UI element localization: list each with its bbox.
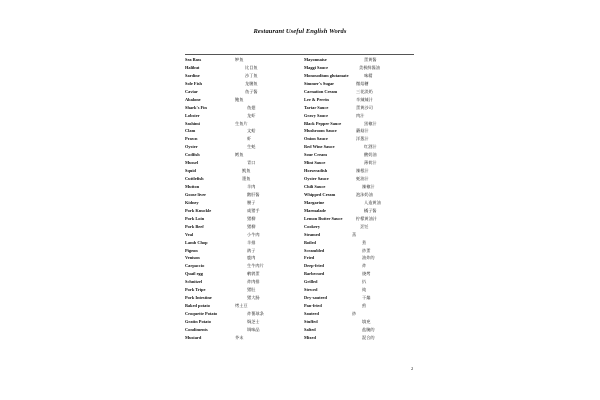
left-word-row <box>185 302 300 310</box>
chinese-term: 生蚝 <box>247 144 256 150</box>
right-word-row <box>304 215 414 223</box>
left-word-row <box>185 318 300 326</box>
english-term: Veal <box>185 231 194 237</box>
right-word-row <box>304 262 414 270</box>
english-term: Scrambled <box>304 247 325 253</box>
right-word-row <box>304 278 414 286</box>
right-word-row <box>304 231 414 239</box>
chinese-term: 炒蛋 <box>362 247 371 253</box>
chinese-term: 泡沫奶油 <box>356 191 373 197</box>
chinese-term: 沙丁鱼 <box>245 72 258 78</box>
right-word-row <box>304 294 414 302</box>
english-term: Sole Fish <box>185 80 202 86</box>
chinese-term: 炸薯球条 <box>247 311 264 316</box>
chinese-term: 文蛤 <box>247 128 256 134</box>
english-term: Cookery <box>304 223 321 229</box>
chinese-term: 羊排 <box>247 239 256 245</box>
right-word-row <box>304 175 414 183</box>
chinese-term: 填充 <box>362 318 371 324</box>
english-term: Mutton <box>185 184 200 189</box>
english-term: Deep-fried <box>304 263 324 269</box>
english-term: Goose liver <box>185 191 207 197</box>
english-term: Mushroom Sauce <box>304 128 337 134</box>
right-word-row <box>304 120 414 128</box>
english-term: Black Pepper Sauce <box>304 120 342 126</box>
chinese-term: 生鱼片 <box>235 120 248 126</box>
english-term: Pan-fried <box>304 303 322 309</box>
chinese-term: 薄荷汁 <box>364 160 377 166</box>
english-term: Maggi Sauce <box>304 64 329 70</box>
right-word-row <box>304 80 414 88</box>
english-term: Lemon Butter Sauce <box>304 215 343 221</box>
left-word-row <box>185 127 300 135</box>
english-term: Mint Sauce <box>304 160 326 166</box>
chinese-term: 人造黄油 <box>364 199 381 205</box>
right-word-row <box>304 191 414 199</box>
right-word-row <box>304 239 414 247</box>
chinese-term: 鱿鱼 <box>242 168 251 174</box>
english-term: Dry-sauteed <box>304 295 327 301</box>
right-word-row <box>304 223 414 231</box>
chinese-term: 比目鱼 <box>245 64 258 70</box>
english-term: Margarine <box>304 199 325 205</box>
chinese-term: 鹿肉 <box>247 255 256 261</box>
chinese-term: 橘子酱 <box>364 207 377 213</box>
english-term: Pork Beef <box>185 223 204 229</box>
right-word-row <box>304 326 414 334</box>
page-number: 2 <box>411 366 414 371</box>
english-term: Oyster <box>185 144 198 150</box>
chinese-term: 三花淡奶 <box>356 88 373 94</box>
chinese-term: 芥末 <box>235 334 244 340</box>
chinese-term: 腰子 <box>247 199 256 205</box>
english-term: Simmer's Sugar <box>304 80 335 86</box>
chinese-term: 生牛肉片 <box>247 263 264 269</box>
chinese-term: 炸 <box>362 263 367 269</box>
english-term: Pork Intestine <box>185 295 212 301</box>
left-word-row <box>185 223 300 231</box>
chinese-term: 蛋黄沙司 <box>356 104 373 110</box>
english-term: Condiments <box>185 326 208 332</box>
english-term: Stuffed <box>304 318 318 324</box>
left-word-row <box>185 270 300 278</box>
english-term: Chili Sauce <box>304 184 326 189</box>
chinese-term: 美极鲜酱油 <box>359 64 380 70</box>
english-term: Gratin Potato <box>185 318 211 324</box>
chinese-term: 鳕鱼 <box>235 152 244 158</box>
english-term: Baked potato <box>185 303 211 309</box>
english-term: Carnation Cream <box>304 88 338 94</box>
english-term: Barbecued <box>304 271 325 277</box>
right-word-row <box>304 104 414 112</box>
chinese-term: 红酒汁 <box>364 144 377 150</box>
chinese-term: 洋葱汁 <box>356 136 369 142</box>
english-term: Monosodium glutamate <box>304 72 349 78</box>
title-rule <box>185 54 414 55</box>
chinese-term: 鲍鱼 <box>235 96 244 102</box>
english-term: Caviar <box>185 88 198 94</box>
right-word-row <box>304 112 414 120</box>
chinese-term: 煮 <box>362 239 367 245</box>
chinese-term: 鲈鱼 <box>235 57 244 62</box>
english-term: Prawn <box>185 136 198 142</box>
english-term: Salted <box>304 326 316 332</box>
left-word-row <box>185 191 300 199</box>
right-word-row <box>304 183 414 191</box>
document-title: Restaurant Useful English Words <box>253 28 347 35</box>
english-term: Sardine <box>185 72 200 78</box>
right-word-row <box>304 88 414 96</box>
left-word-row <box>185 88 300 96</box>
chinese-term: 炸肉排 <box>247 279 260 285</box>
left-word-row <box>185 167 300 175</box>
left-word-row <box>185 159 300 167</box>
english-term: Mixed <box>304 334 316 340</box>
chinese-term: 烧烤 <box>362 271 371 277</box>
right-word-row <box>304 207 414 215</box>
chinese-term: 扒 <box>362 279 367 285</box>
right-word-row <box>304 56 414 64</box>
left-word-row <box>185 310 300 318</box>
english-term: Cuttlefish <box>185 176 204 182</box>
right-word-row <box>304 286 414 294</box>
english-term: Marmalade <box>304 207 326 213</box>
chinese-term: 蚝油汁 <box>356 176 369 182</box>
right-word-row <box>304 334 414 342</box>
english-term: Whipped Cream <box>304 191 336 197</box>
left-word-row <box>185 72 300 80</box>
english-term: Lamb Chop <box>185 239 208 245</box>
chinese-term: 鹌鹑蛋 <box>247 271 260 277</box>
chinese-term: 肉汁 <box>356 112 365 118</box>
english-term: Oyster Sauce <box>304 176 329 182</box>
right-word-row <box>304 199 414 207</box>
chinese-term: 虾 <box>247 136 252 142</box>
chinese-term: 蒸 <box>352 231 357 237</box>
left-word-row <box>185 135 300 143</box>
english-term: Quail egg <box>185 271 203 277</box>
english-term: Steamed <box>304 231 321 237</box>
right-word-row <box>304 167 414 175</box>
english-term: Onion Sauce <box>304 136 328 142</box>
chinese-term: 盐腌的 <box>362 326 375 332</box>
left-word-row <box>185 286 300 294</box>
right-word-row <box>304 127 414 135</box>
chinese-term: 猪大肠 <box>247 295 260 301</box>
chinese-term: 龙脷鱼 <box>245 80 258 86</box>
chinese-term: 干煸 <box>362 295 371 301</box>
left-word-row <box>185 262 300 270</box>
english-term: Abalone <box>185 96 201 102</box>
english-term: Pigeon <box>185 247 198 253</box>
chinese-term: 辛辣辣汁 <box>356 96 373 102</box>
english-term: Squid <box>185 168 196 174</box>
chinese-term: 混合的 <box>362 334 375 340</box>
left-word-row <box>185 104 300 112</box>
chinese-term: 鸽子 <box>247 247 256 253</box>
english-term: Red Wine Sauce <box>304 144 335 150</box>
left-word-row <box>185 183 300 191</box>
english-term: Sashimi <box>185 120 200 126</box>
english-term: Venison <box>185 255 200 261</box>
english-term: Sea Bass <box>185 57 202 62</box>
left-word-row <box>185 326 300 334</box>
right-word-column <box>304 56 414 342</box>
left-word-row <box>185 64 300 72</box>
chinese-term: 鱼子酱 <box>245 88 258 94</box>
left-word-row <box>185 80 300 88</box>
english-term: Tartar Sauce <box>304 104 329 110</box>
english-term: Pork Tripe <box>185 287 206 293</box>
left-word-row <box>185 112 300 120</box>
english-term: Stewed <box>304 287 318 293</box>
left-word-row <box>185 143 300 151</box>
left-word-row <box>185 199 300 207</box>
right-word-row <box>304 96 414 104</box>
left-word-row <box>185 151 300 159</box>
chinese-term: 猪柳 <box>247 215 256 221</box>
english-term: Shark's Fin <box>185 104 207 110</box>
right-word-row <box>304 254 414 262</box>
chinese-term: 烤土豆 <box>235 303 248 309</box>
english-term: Mussel <box>185 160 199 166</box>
chinese-term: 猪柳 <box>247 223 256 229</box>
english-term: Halibut <box>185 64 200 70</box>
right-word-row <box>304 72 414 80</box>
chinese-term: 酸奶油 <box>364 152 377 158</box>
english-term: Gravy Sauce <box>304 112 329 118</box>
chinese-term: 青口 <box>247 160 256 166</box>
chinese-term: 油炸的 <box>362 255 375 261</box>
left-word-column <box>185 56 300 342</box>
english-term: Horseradish <box>304 168 328 174</box>
english-term: Pork Loin <box>185 215 205 221</box>
left-word-row <box>185 56 300 64</box>
chinese-term: 炖 <box>362 287 367 293</box>
chinese-term: 咸猪手 <box>247 207 260 213</box>
right-word-row <box>304 135 414 143</box>
chinese-term: 烹饪 <box>360 223 369 229</box>
chinese-term: 炒 <box>352 311 357 316</box>
chinese-term: 蘑菇汁 <box>356 128 369 134</box>
right-word-row <box>304 302 414 310</box>
english-term: Fried <box>304 255 315 261</box>
right-word-row <box>304 151 414 159</box>
english-term: Boiled <box>304 239 316 245</box>
right-word-row <box>304 143 414 151</box>
right-word-row <box>304 318 414 326</box>
chinese-term: 黑椒汁 <box>364 120 377 126</box>
chinese-term: 焗芝士 <box>247 318 260 324</box>
chinese-term: 辣根汁 <box>356 168 369 174</box>
chinese-term: 调味品 <box>247 326 260 332</box>
chinese-term: 微焙糖 <box>356 80 369 86</box>
english-term: Codfish <box>185 152 200 158</box>
english-term: Schnitzel <box>185 279 203 285</box>
chinese-term: 煎 <box>362 303 367 309</box>
chinese-term: 鱼翅 <box>247 104 256 110</box>
left-word-row <box>185 278 300 286</box>
english-term: Mayonnaise <box>304 57 327 62</box>
right-word-row <box>304 310 414 318</box>
left-word-row <box>185 231 300 239</box>
english-term: Grilled <box>304 279 318 285</box>
left-word-row <box>185 294 300 302</box>
chinese-term: 龙虾 <box>247 112 256 118</box>
english-term: Sauteed <box>304 311 319 316</box>
english-term: Croquette Potato <box>185 311 218 316</box>
chinese-term: 小牛肉 <box>247 231 260 237</box>
chinese-term: 柠檬黄油汁 <box>356 215 377 221</box>
right-word-row <box>304 64 414 72</box>
english-term: Lobster <box>185 112 200 118</box>
right-word-row <box>304 159 414 167</box>
english-term: Sour Cream <box>304 152 327 158</box>
left-word-row <box>185 254 300 262</box>
left-word-row <box>185 175 300 183</box>
english-term: Lee & Perrin <box>304 96 329 102</box>
chinese-term: 味精 <box>364 72 373 78</box>
chinese-term: 猪肚 <box>247 287 256 293</box>
left-word-row <box>185 96 300 104</box>
left-word-row <box>185 334 300 342</box>
chinese-term: 墨鱼 <box>242 176 251 182</box>
english-term: Clam <box>185 128 196 134</box>
english-term: Mustard <box>185 334 202 340</box>
left-word-row <box>185 247 300 255</box>
english-term: Pork Knuckle <box>185 207 212 213</box>
chinese-term: 蛋黄酱 <box>364 57 377 62</box>
chinese-term: 辣椒汁 <box>362 184 375 189</box>
chinese-term: 鹅肝酱 <box>247 191 260 197</box>
right-word-row <box>304 270 414 278</box>
left-word-row <box>185 239 300 247</box>
right-word-row <box>304 247 414 255</box>
left-word-row <box>185 120 300 128</box>
chinese-term: 羊肉 <box>247 184 256 189</box>
left-word-row <box>185 207 300 215</box>
left-word-row <box>185 215 300 223</box>
english-term: Kidney <box>185 199 199 205</box>
english-term: Carpaccio <box>185 263 205 269</box>
